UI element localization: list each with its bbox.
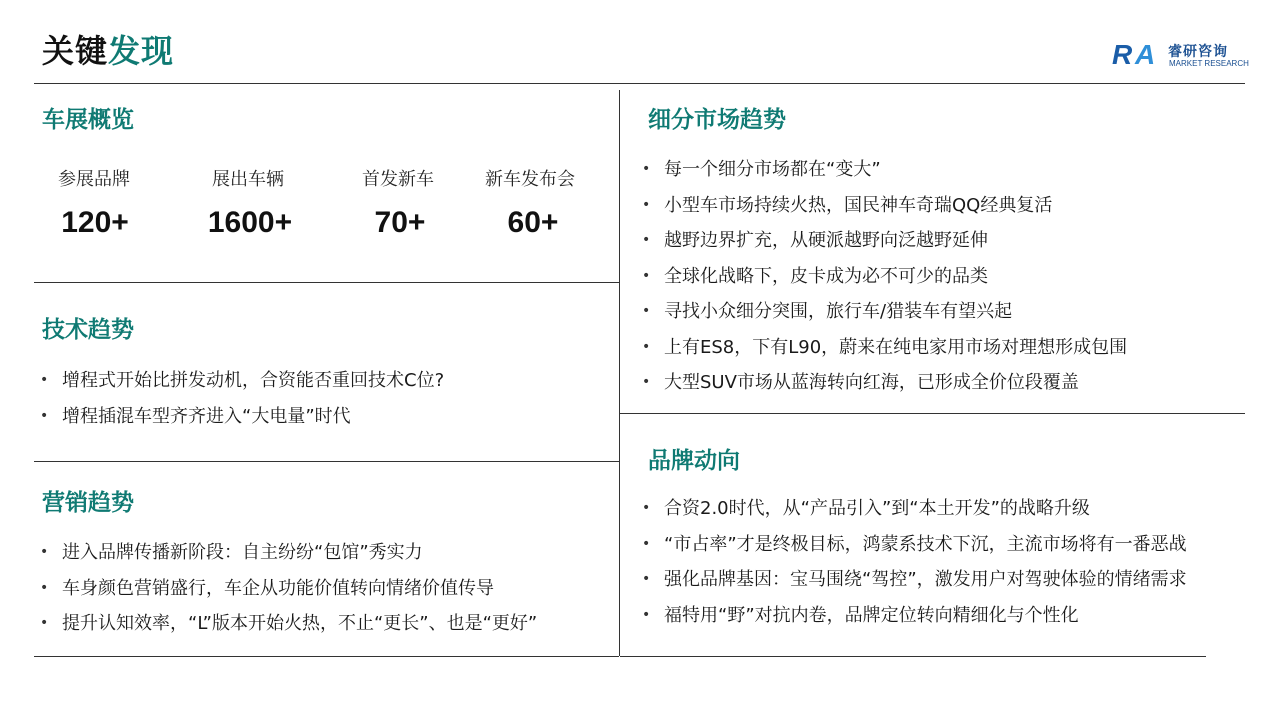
list-item — [40, 535, 537, 571]
divider-segments-brands — [620, 413, 1245, 414]
list-item-text: 合资2.0时代，从“产品引入”到“本土开发”的战略升级 — [664, 498, 1090, 519]
bullet-icon: • — [642, 606, 651, 623]
bullet-icon: • — [40, 615, 49, 631]
list-item — [40, 399, 444, 435]
list-item — [40, 363, 444, 399]
bullet-icon: • — [40, 372, 49, 388]
bullet-icon: • — [642, 196, 651, 213]
segments-list — [642, 152, 1127, 401]
page-title-part2: 发现 — [108, 32, 175, 70]
logo-mark-accent: A — [1134, 39, 1154, 70]
marketing-title: 营销趋势 — [42, 490, 134, 516]
bullet-icon: • — [642, 303, 651, 319]
list-item — [642, 188, 1127, 224]
divider-overview-tech — [34, 282, 619, 283]
list-item — [40, 606, 537, 642]
stat-label-vehicles: 展出车辆 — [212, 169, 284, 190]
bottom-divider-left — [34, 656, 619, 657]
list-item-text: 强化品牌基因：宝马围绕“驾控”，激发用户对驾驶体验的情绪需求 — [664, 569, 1187, 590]
brand-logo — [1112, 40, 1252, 70]
list-item-text: 上有ES8，下有L90，蔚来在纯电家用市场对理想形成包围 — [664, 336, 1128, 358]
list-item-text: 增程插混车型齐齐进入“大电量”时代 — [62, 405, 351, 427]
bullet-icon: • — [642, 267, 651, 284]
list-item — [642, 365, 1127, 401]
bullet-icon: • — [642, 374, 651, 390]
bullet-icon: • — [40, 579, 49, 596]
brands-title: 品牌动向 — [648, 448, 740, 474]
logo-mark-text: R — [1112, 39, 1131, 70]
bullet-icon: • — [642, 338, 651, 355]
list-item-text: 寻找小众细分突围，旅行车/猎装车有望兴起 — [664, 301, 1013, 322]
bottom-divider-right — [620, 656, 1206, 657]
stat-value-brands: 120+ — [61, 206, 129, 239]
column-divider — [619, 90, 620, 656]
list-item-text: “市占率”才是终极目标，鸿蒙系技术下沉，主流市场将有一番恶战 — [664, 533, 1187, 555]
list-item-text: 大型SUV市场从蓝海转向红海，已形成全价位段覆盖 — [664, 372, 1079, 393]
list-item-text: 全球化战略下，皮卡成为必不可少的品类 — [664, 265, 988, 287]
list-item-text: 每一个细分市场都在“变大” — [664, 159, 881, 180]
list-item-text: 福特用“野”对抗内卷，品牌定位转向精细化与个性化 — [664, 604, 1079, 626]
list-item-text: 车身颜色营销盛行，车企从功能价值转向情绪价值传导 — [62, 577, 494, 599]
divider-tech-marketing — [34, 461, 619, 462]
bullet-icon: • — [642, 500, 651, 516]
bullet-icon: • — [642, 232, 651, 248]
list-item — [642, 527, 1187, 563]
list-item — [642, 562, 1187, 598]
brands-list — [642, 491, 1187, 633]
page-title-part1: 关键 — [42, 32, 109, 70]
marketing-list — [40, 535, 537, 642]
overview-title: 车展概览 — [42, 107, 134, 133]
tech-title: 技术趋势 — [42, 317, 134, 343]
stat-label-launches: 新车发布会 — [485, 169, 575, 190]
stat-label-premieres: 首发新车 — [362, 169, 434, 190]
list-item-text: 进入品牌传播新阶段：自主纷纷“包馆”秀实力 — [62, 542, 423, 563]
list-item — [40, 571, 537, 607]
list-item-text: 增程式开始比拼发动机，合资能否重回技术C位? — [62, 370, 445, 391]
list-item — [642, 491, 1187, 527]
list-item — [642, 152, 1127, 188]
tech-list — [40, 363, 444, 434]
bullet-icon: • — [642, 571, 651, 587]
logo-name-en: MARKET RESEARCH — [1169, 59, 1249, 68]
logo-mark — [1112, 40, 1153, 70]
list-item-text: 小型车市场持续火热，国民神车奇瑞QQ经典复活 — [664, 194, 1053, 216]
bullet-icon: • — [642, 161, 651, 177]
list-item-text: 提升认知效率，“L”版本开始火热，不止“更长”、也是“更好” — [62, 613, 538, 634]
bullet-icon: • — [40, 544, 49, 560]
stat-value-vehicles: 1600+ — [207, 206, 293, 239]
list-item — [642, 598, 1187, 634]
list-item-text: 越野边界扩充，从硬派越野向泛越野延伸 — [664, 230, 988, 251]
stat-value-launches: 60+ — [507, 206, 559, 239]
page-title — [42, 26, 174, 72]
list-item — [642, 259, 1127, 295]
list-item — [642, 223, 1127, 259]
segments-title: 细分市场趋势 — [648, 107, 786, 133]
stat-label-brands: 参展品牌 — [58, 169, 130, 190]
stat-value-premieres: 70+ — [374, 206, 426, 239]
logo-name-cn: 睿研咨询 — [1168, 44, 1228, 60]
list-item — [642, 330, 1127, 366]
bullet-icon: • — [40, 407, 49, 424]
bullet-icon: • — [642, 535, 651, 552]
top-divider — [34, 83, 1245, 84]
list-item — [642, 294, 1127, 330]
